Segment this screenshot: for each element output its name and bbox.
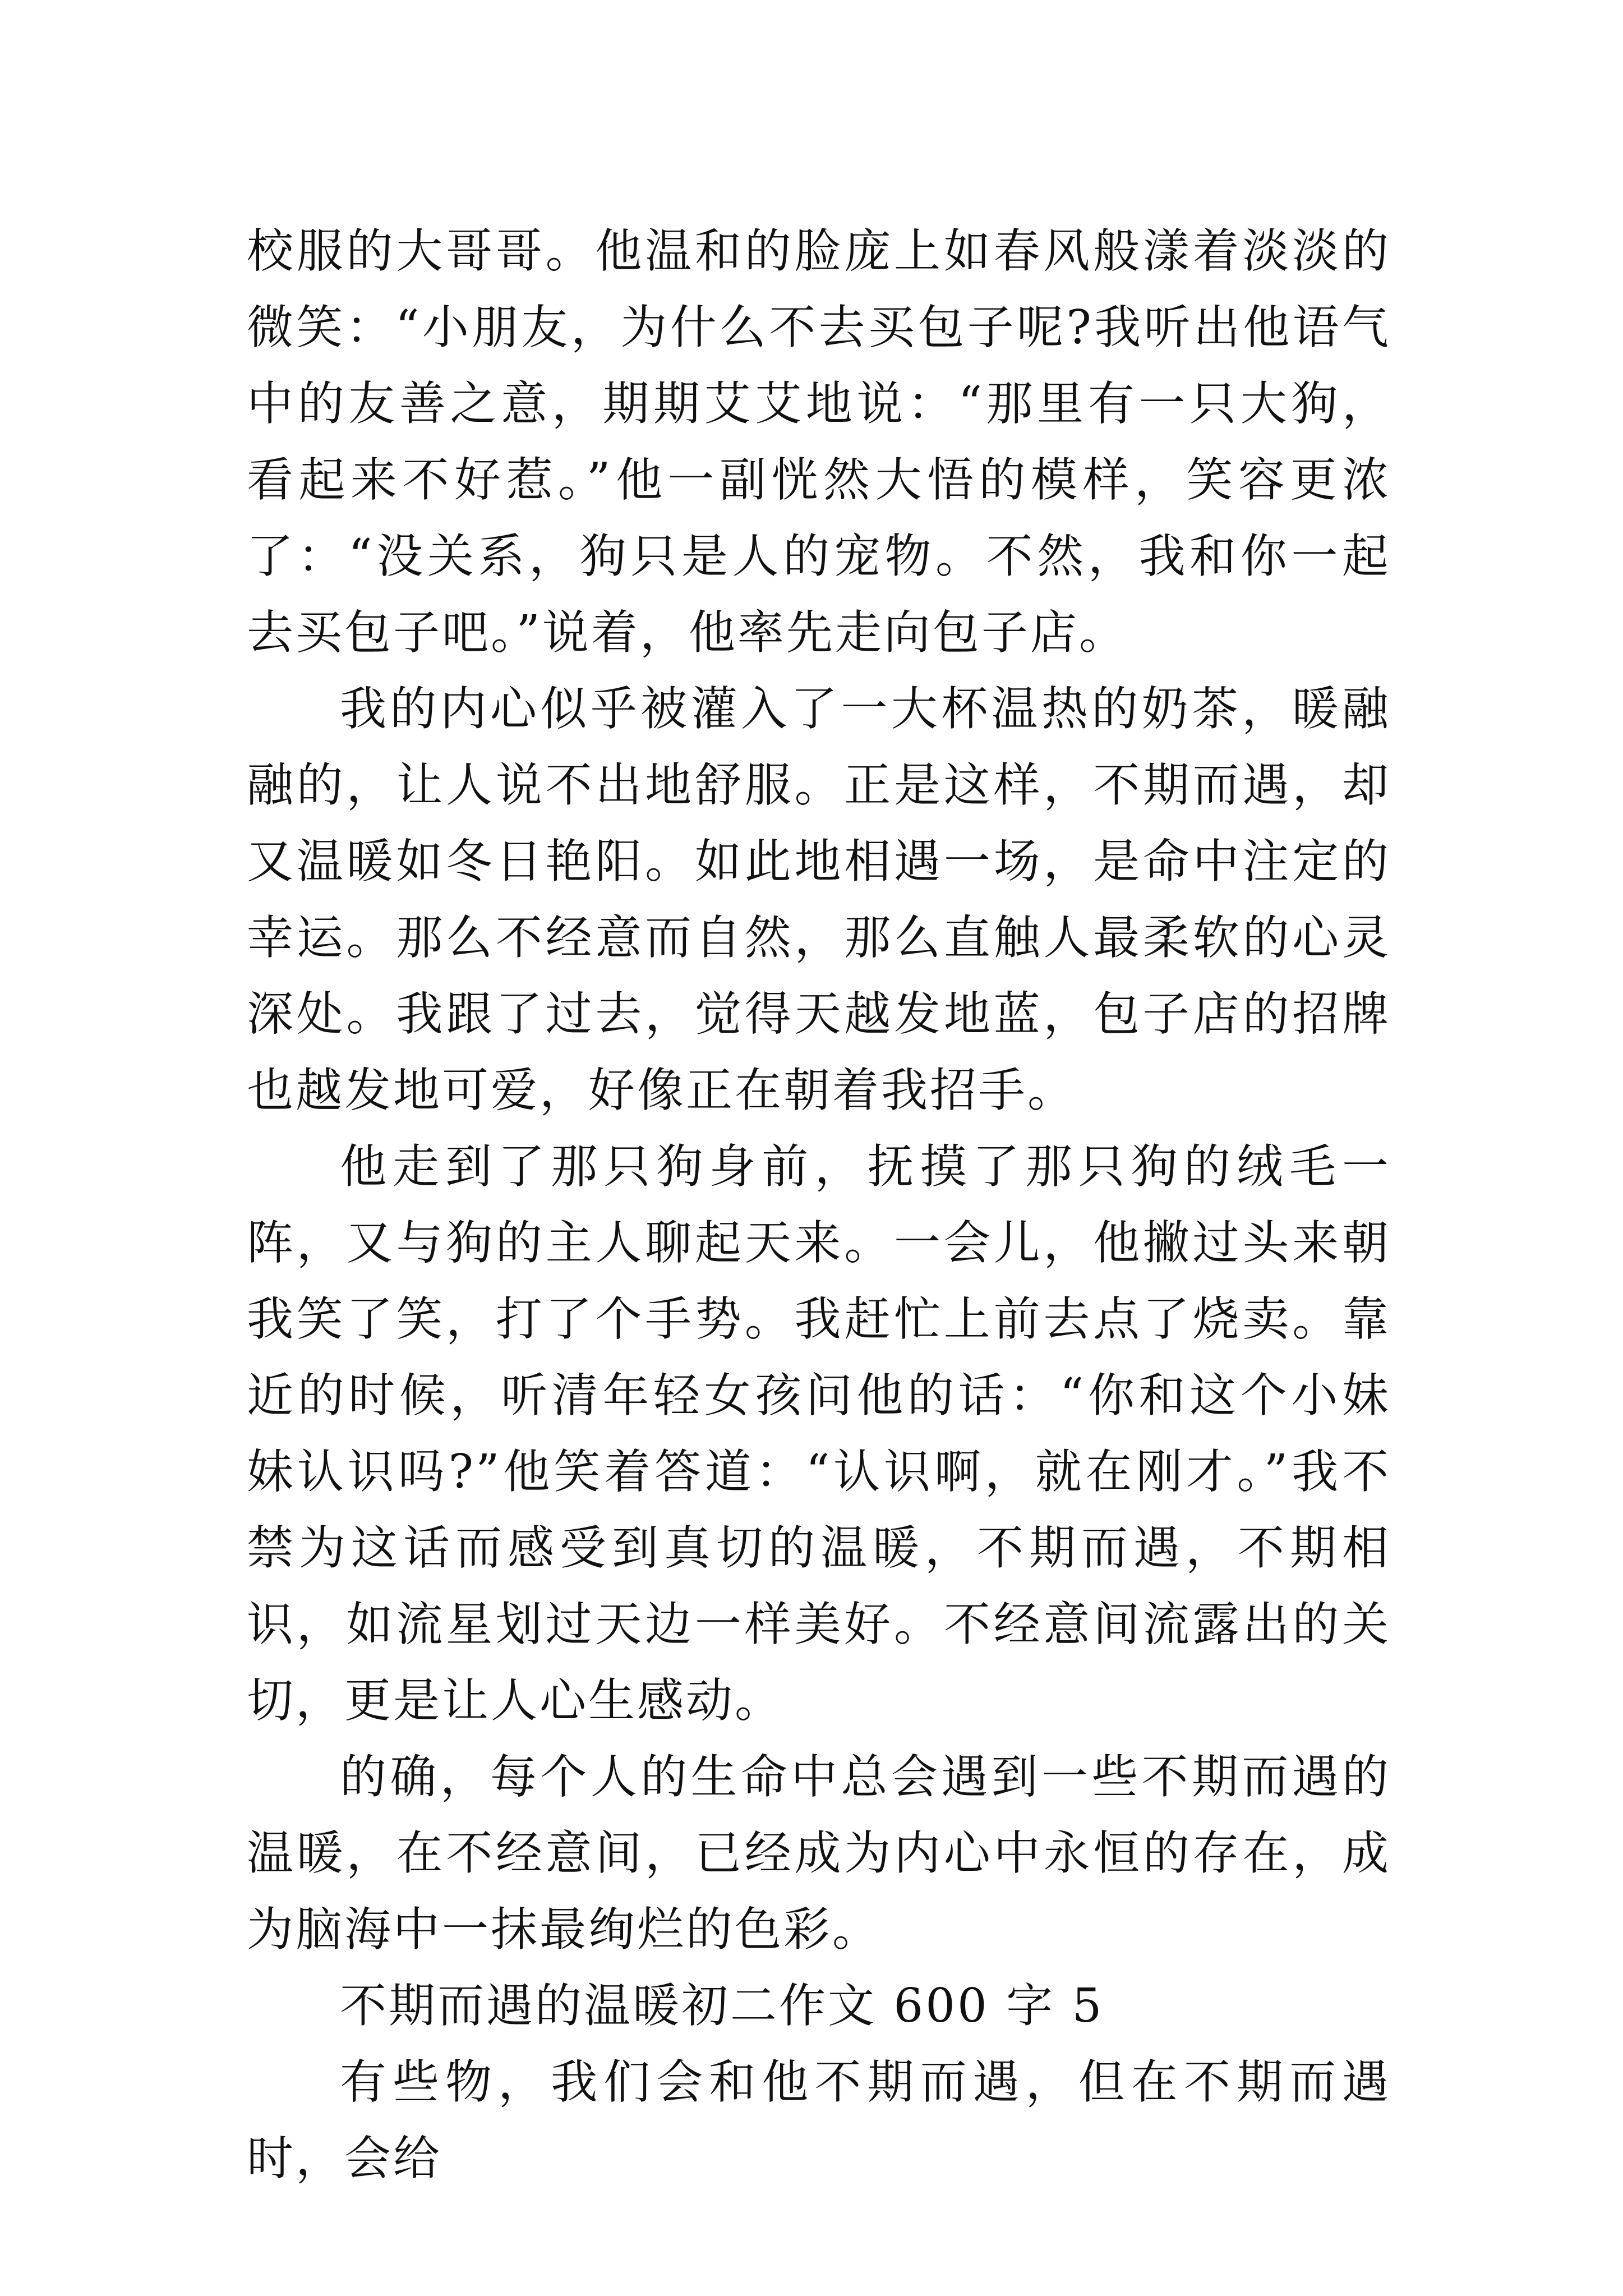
essay-body bbox=[247, 213, 1391, 2197]
paragraph: 的确，每个人的生命中总会遇到一些不期而遇的温暖，在不经意间，已经成为内心中永恒的存在，成为脑海中一抹最绚烂的色彩。 bbox=[247, 1750, 1391, 1957]
section-heading: 不期而遇的温暖初二作文 600 字 5 bbox=[340, 1978, 1104, 2033]
paragraph: 校服的大哥哥。他温和的脸庞上如春风般漾着淡淡的微笑：“小朋友，为什么不去买包子呢?我听出他语气中的友善之意，期期艾艾地说：“那里有一只大狗，看起来不好惹。”他一副恍然大悟的模样，笑容更浓了：“没关系，狗只是人的宠物。不然，我和你一起去买包子吧。”说着，他率先走向包子店。 bbox=[247, 224, 1391, 660]
paragraph: 他走到了那只狗身前，抚摸了那只狗的绒毛一阵，又与狗的主人聊起天来。一会儿，他撇过头来朝我笑了笑，打了个手势。我赶忙上前去点了烧卖。靠近的时候，听清年轻女孩问他的话：“你和这个小妹妹认识吗?”他笑着答道：“认识啊，就在刚才。”我不禁为这话而感受到真切的温暖，不期而遇，不期相识，如流星划过天边一样美好。不经意间流露出的关切，更是让人心生感动。 bbox=[247, 1139, 1391, 1728]
paragraph: 有些物，我们会和他不期而遇，但在不期而遇时，会给 bbox=[247, 2055, 1391, 2185]
paragraph: 我的内心似乎被灌入了一大杯温热的奶茶，暖融融的，让人说不出地舒服。正是这样，不期而遇，却又温暖如冬日艳阳。如此地相遇一场，是命中注定的幸运。那么不经意而自然，那么直触人最柔软的心灵深处。我跟了过去，觉得天越发地蓝，包子店的招牌也越发地可爱，好像正在朝着我招手。 bbox=[247, 682, 1391, 1117]
